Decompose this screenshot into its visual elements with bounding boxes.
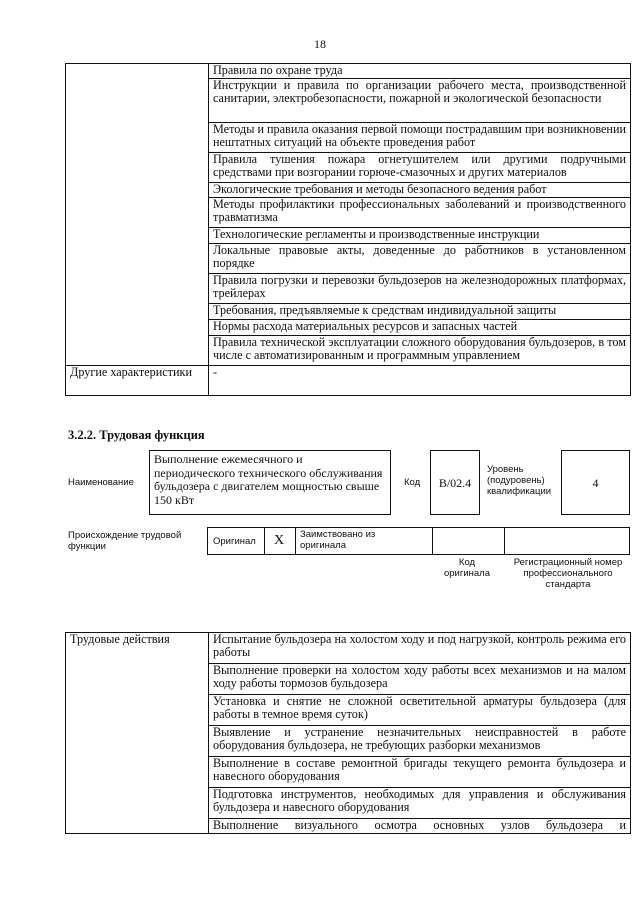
code-label: Код [404, 477, 421, 488]
origin-label: Происхождение трудовой функции [68, 530, 182, 552]
level-label: Уровень (подуровень) квалификации [487, 464, 552, 497]
level-box [561, 450, 630, 515]
labor-action-row: Выполнение проверки на холостом ходу работы всех механизмов и на малом ходу работы тормозов бульдозера [209, 664, 631, 695]
registration-caption: Регистрационный номер профессионального стандарта [513, 557, 623, 590]
requirements-table [65, 63, 631, 396]
labor-action-row: Выполнение в составе ремонтной бригады текущего ремонта бульдозера и навесного оборудования [209, 757, 631, 788]
code-value: B/02.4 [438, 476, 472, 490]
function-name-box [149, 450, 391, 515]
labor-action-row: Испытание бульдозера на холостом ходу и под нагрузкой, контроль режима его работы [209, 633, 631, 664]
level-value: 4 [592, 476, 599, 490]
code-original-caption: Код оригинала [443, 557, 490, 579]
other-characteristics-label: Другие характеристики [66, 366, 209, 396]
borrowed-label: Заимствовано из оригинала [300, 529, 376, 551]
labor-action-row: Установка и снятие не сложной осветительной арматуры бульдозера (для работы в темное время суток) [209, 695, 631, 726]
requirement-row: Правила погрузки и перевозки бульдозеров на железнодорожных платформах, трейлерах [209, 274, 631, 304]
page-number: 18 [314, 37, 326, 51]
function-name-value: Выполнение ежемесячного и периодического технического обслуживания бульдозера с двигателем мощностью свыше 150 кВт [154, 452, 383, 507]
requirement-row: Требования, предъявляемые к средствам индивидуальной защиты [209, 304, 631, 320]
code-box [430, 450, 480, 515]
origin-divider [295, 527, 296, 555]
requirement-row: Методы профилактики профессиональных заболеваний и производственного травматизма [209, 198, 631, 228]
labor-action-row: Выявление и устранение незначительных неисправностей в работе оборудования бульдозера, не требующих разборки механизмов [209, 726, 631, 757]
requirement-row: Технологические регламенты и производственные инструкции [209, 228, 631, 244]
other-characteristics-value: - [209, 366, 631, 396]
origin-divider [264, 527, 265, 555]
labor-actions-label: Трудовые действия [66, 633, 209, 834]
requirement-row: Правила тушения пожара огнетушителем или другими подручными средствами при возгорании горюче-смазочных и других материалов [209, 153, 631, 183]
requirement-row: Методы и правила оказания первой помощи пострадавшим при возникновении нештатных ситуаций на объекте проведения работ [209, 123, 631, 153]
labor-action-row: Подготовка инструментов, необходимых для управления и обслуживания бульдозера и навесного оборудования [209, 788, 631, 819]
labor-actions-table [65, 632, 631, 834]
requirements-label-cell [66, 64, 209, 366]
original-label: Оригинал [213, 536, 256, 547]
requirement-row: Экологические требования и методы безопасного ведения работ [209, 183, 631, 198]
section-heading: 3.2.2. Трудовая функция [68, 428, 205, 442]
name-label: Наименование [68, 477, 134, 488]
origin-divider [504, 527, 505, 555]
requirement-row: Инструкции и правила по организации рабочего места, производственной санитарии, электробезопасности, пожарной и экологической безопасности [209, 79, 631, 123]
origin-divider [432, 527, 433, 555]
requirement-row: Правила по охране труда [209, 64, 631, 79]
original-mark: X [274, 533, 285, 548]
labor-action-row: Выполнение визуального осмотра основных узлов бульдозера и [209, 819, 631, 834]
requirement-row: Локальные правовые акты, доведенные до работников в установленном порядке [209, 244, 631, 274]
requirement-row: Нормы расхода материальных ресурсов и запасных частей [209, 320, 631, 336]
requirement-row: Правила технической эксплуатации сложного оборудования бульдозеров, в том числе с автоматизированным и программным управлением [209, 336, 631, 366]
